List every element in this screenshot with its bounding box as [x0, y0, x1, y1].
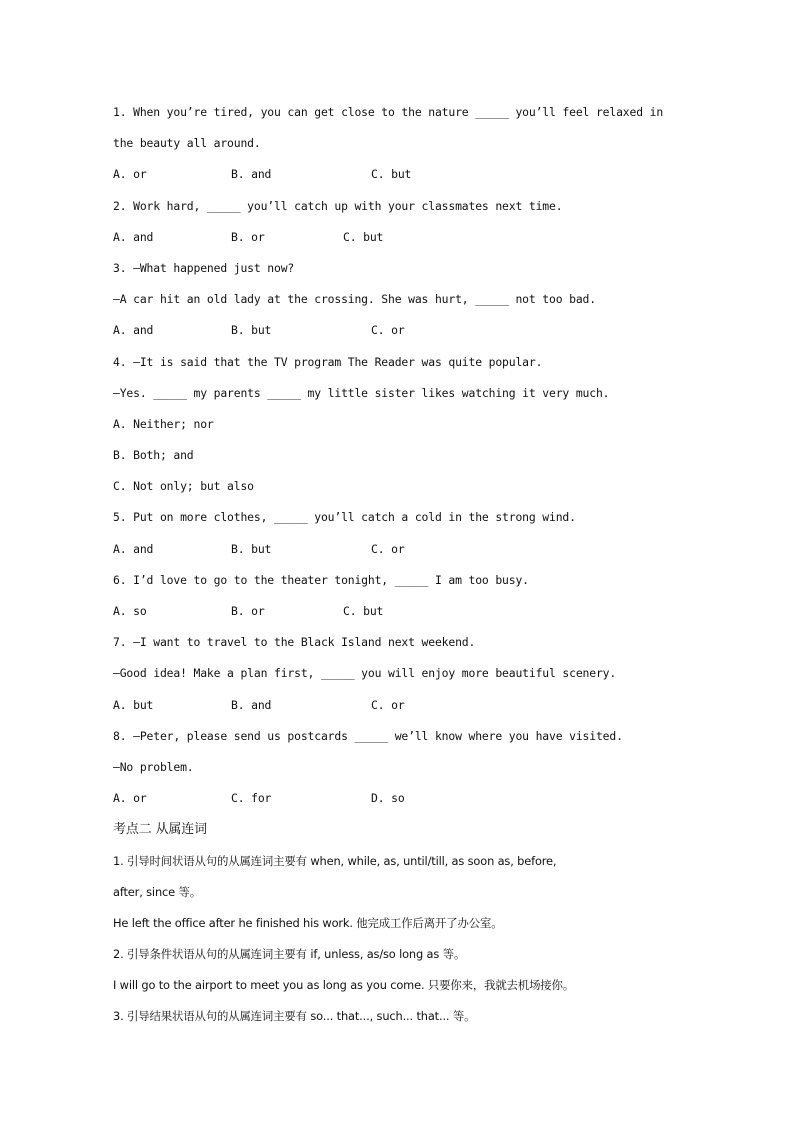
- question-5-text: 5. Put on more clothes, _____ you’ll catch a cold in the strong wind.: [113, 510, 576, 525]
- question-1-text-line-2: the beauty all around.: [113, 136, 261, 151]
- section-line-4: 2. 引导条件状语从句的从属连词主要有 if, unless, as/so long as 等。: [113, 947, 466, 962]
- section-line-1: 1. 引导时间状语从句的从属连词主要有 when, while, as, until/till, as soon as, before,: [113, 853, 557, 868]
- document-page: [113, 97, 693, 1033]
- question-4-option-c: C. Not only; but also: [113, 479, 254, 494]
- question-1-text-line-1: 1. When you’re tired, you can get close to the nature _____ you’ll feel relaxed in: [113, 105, 664, 119]
- section-title: 考点二 从属连词: [113, 822, 207, 838]
- option-a: A. and: [113, 229, 154, 244]
- option-c: C. or: [371, 323, 405, 338]
- question-8-text-line-2: —No problem.: [113, 759, 194, 774]
- question-2-options: [113, 222, 693, 253]
- question-7-text-line-1: 7. —I want to travel to the Black Island next weekend.: [113, 635, 476, 650]
- question-4-text-line-1: 4. —It is said that the TV program The Reader was quite popular.: [113, 354, 543, 369]
- question-1-options: [113, 159, 693, 190]
- question-3-options: [113, 315, 693, 346]
- option-c: C. but: [343, 604, 384, 618]
- option-c: C. or: [371, 697, 405, 712]
- question-2-text: 2. Work hard, _____ you’ll catch up with your classmates next time.: [113, 198, 563, 213]
- question-6-text: 6. I’d love to go to the theater tonight, _____ I am too busy.: [113, 572, 529, 587]
- question-6-options: [113, 596, 693, 627]
- option-a: A. and: [113, 323, 154, 338]
- question-8-text-line-1: 8. —Peter, please send us postcards _____ we’ll know where you have visited.: [113, 728, 623, 743]
- option-b: B. or: [231, 604, 265, 618]
- option-a: A. or: [113, 791, 147, 806]
- question-4-option-a: A. Neither; nor: [113, 416, 214, 431]
- option-b: B. but: [231, 541, 272, 556]
- option-a: A. but: [113, 697, 154, 712]
- question-7-text-line-2: —Good idea! Make a plan first, _____ you will enjoy more beautiful scenery.: [113, 666, 617, 681]
- section-line-3: He left the office after he finished his work. 他完成工作后离开了办公室。: [113, 915, 503, 930]
- option-c: C. but: [371, 167, 412, 182]
- section-line-2: after, since 等。: [113, 884, 201, 899]
- option-c: C. but: [343, 229, 384, 244]
- section-line-5: I will go to the airport to meet you as long as you come. 只要你来，我就去机场接你。: [113, 978, 575, 993]
- option-c: C. for: [231, 791, 272, 806]
- option-a: A. so: [113, 604, 147, 618]
- option-b: B. but: [231, 323, 272, 338]
- option-a: A. or: [113, 167, 147, 182]
- question-7-options: [113, 690, 693, 721]
- option-b: B. and: [231, 697, 272, 712]
- question-3-text-line-2: —A car hit an old lady at the crossing. She was hurt, _____ not too bad.: [113, 292, 596, 307]
- section-line-6: 3. 引导结果状语从句的从属连词主要有 so... that..., such... that... 等。: [113, 1009, 476, 1024]
- option-d: D. so: [371, 791, 405, 806]
- option-c: C. or: [371, 541, 405, 556]
- question-5-options: [113, 534, 693, 565]
- option-b: B. and: [231, 167, 272, 182]
- option-b: B. or: [231, 229, 265, 244]
- question-4-option-b: B. Both; and: [113, 448, 194, 463]
- question-4-text-line-2: —Yes. _____ my parents _____ my little sister likes watching it very much.: [113, 385, 610, 400]
- question-8-options: [113, 783, 693, 814]
- option-a: A. and: [113, 541, 154, 556]
- question-3-text-line-1: 3. —What happened just now?: [113, 260, 295, 275]
